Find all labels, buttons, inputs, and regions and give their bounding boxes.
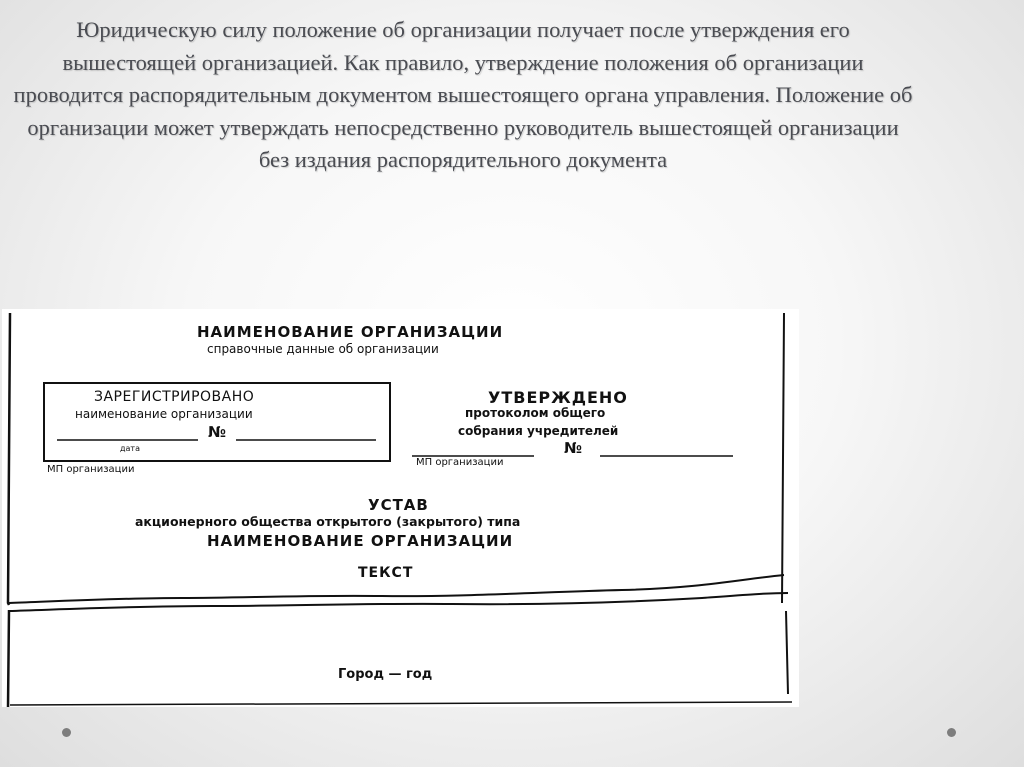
approved-number-sign: № <box>564 439 583 457</box>
slide-dot-right <box>947 728 956 737</box>
slide-paragraph: Юридическую силу положение об организации получает после утверждения его вышестоящей организацией. Как правило, утверждение положения об организации проводится распорядительным документом вышестоящего органа управления. Положение об организации может утверждать непосредственно руководитель вышестоящей организации без издания распорядительного документа <box>13 17 913 172</box>
approved-title: УТВЕРЖДЕНО <box>488 388 628 407</box>
charter-body-placeholder: ТЕКСТ <box>358 565 414 581</box>
registered-date-caption: дата <box>120 444 140 453</box>
registered-stamp: МП организации <box>47 464 135 475</box>
registered-number-sign: № <box>208 423 227 441</box>
charter-subtitle: акционерного общества открытого (закрытого) типа <box>135 514 521 529</box>
city-year: Город — год <box>338 667 433 682</box>
registered-title: ЗАРЕГИСТРИРОВАНО <box>94 389 255 405</box>
charter-form-image <box>2 309 799 707</box>
charter-org-name: НАИМЕНОВАНИЕ ОРГАНИЗАЦИИ <box>207 532 514 550</box>
registered-subtitle: наименование организации <box>75 407 253 421</box>
approved-line2: собрания учредителей <box>458 424 619 438</box>
charter-title: УСТАВ <box>368 496 429 514</box>
approved-line1: протоколом общего <box>465 406 606 420</box>
org-title: НАИМЕНОВАНИЕ ОРГАНИЗАЦИИ <box>197 323 504 341</box>
slide-dot-left <box>62 728 71 737</box>
org-reference: справочные данные об организации <box>207 342 439 356</box>
approved-stamp: МП организации <box>416 457 504 468</box>
